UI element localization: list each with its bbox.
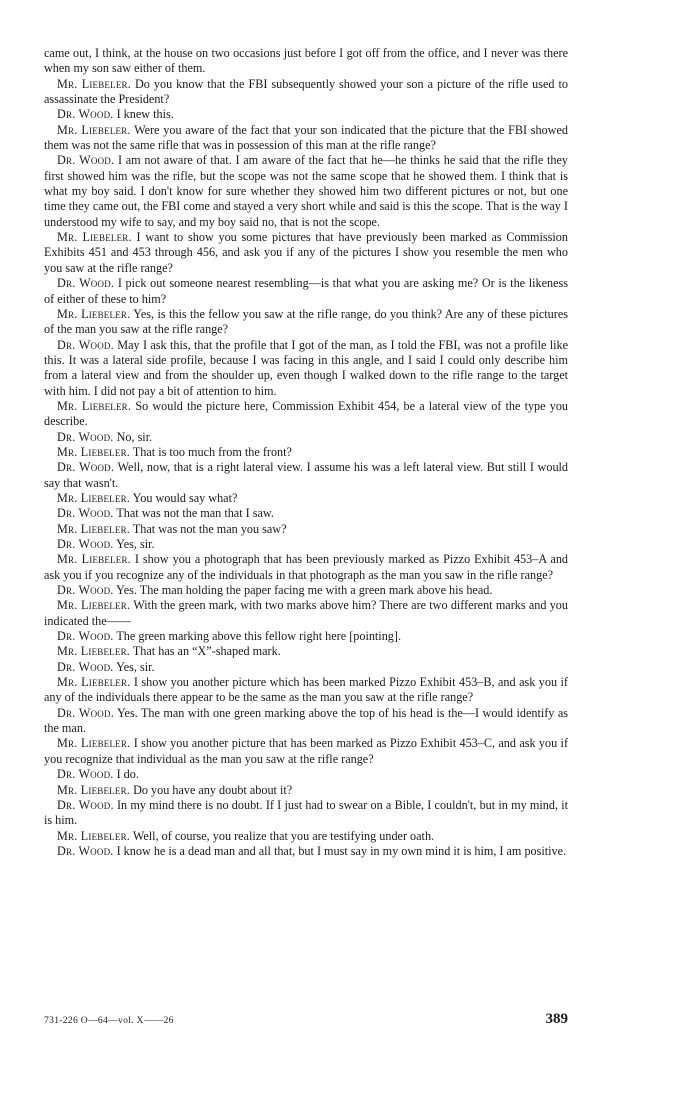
spoken-text: I knew this. <box>116 107 174 122</box>
spoken-text: That is too much from the front? <box>132 444 292 459</box>
spoken-text: May I ask this, that the profile that I got of the man, as I told the FBI, was not a profile like this. It was a lateral side profile, because I was facing in this angle, and I said I could only describe him from a lateral view and from the shoulder up, even though I walked down to the rifle range to the target with him. I did not pay a bit of attention to him. <box>44 337 569 398</box>
speaker-name: Dr. Wood. <box>57 429 114 444</box>
speaker-name: Dr. Wood. <box>57 337 114 352</box>
testimony-paragraph <box>44 338 568 399</box>
testimony-paragraph <box>44 798 568 829</box>
testimony-paragraph <box>44 153 568 230</box>
spoken-text: Yes, sir. <box>116 659 155 674</box>
speaker-name: Mr. Liebeler. <box>57 552 131 567</box>
testimony-paragraph <box>44 736 568 767</box>
spoken-text: The green marking above this fellow right here [pointing]. <box>116 629 401 644</box>
speaker-name: Mr. Liebeler. <box>57 675 131 690</box>
page-footer <box>44 1012 568 1028</box>
testimony-paragraph <box>44 77 568 108</box>
speaker-name: Dr. Wood. <box>57 460 115 475</box>
testimony-paragraph <box>44 583 568 598</box>
testimony-paragraph <box>44 844 568 859</box>
spoken-text: I know he is a dead man and all that, but I must say in my own mind it is him, I am positive. <box>116 843 567 858</box>
spoken-text: I show you another picture that has been marked as Pizzo Exhibit 453–C, and ask you if you recognize that individual as the man you saw at the rifle range? <box>44 736 569 766</box>
testimony-paragraph <box>44 598 568 629</box>
spoken-text: Yes. The man with one green marking above the top of his head is the—I would identify as the man. <box>44 705 568 736</box>
spoken-text: Yes. The man holding the paper facing me with a green mark above his head. <box>116 583 493 598</box>
speaker-name: Mr. Liebeler. <box>57 521 131 536</box>
testimony-paragraph <box>44 276 568 307</box>
testimony-paragraph <box>44 491 568 506</box>
speaker-name: Mr. Liebeler. <box>57 398 132 413</box>
speaker-name: Dr. Wood. <box>57 629 114 644</box>
speaker-name: Dr. Wood. <box>57 797 114 812</box>
spoken-text: I do. <box>116 767 139 782</box>
spoken-text: I want to show you some pictures that have previously been marked as Commission Exhibits 451 and 453 through 456, and ask you if any of the pictures I show you resemble the men who you saw at the rifle range? <box>44 230 568 275</box>
speaker-name: Mr. Liebeler. <box>57 828 131 843</box>
testimony-paragraph <box>44 644 568 659</box>
speaker-name: Mr. Liebeler. <box>57 490 131 505</box>
testimony-text <box>44 46 568 859</box>
testimony-paragraph <box>44 445 568 460</box>
spoken-text: With the green mark, with two marks above him? There are two different marks and you indicated the—— <box>44 598 568 628</box>
testimony-paragraph <box>44 307 568 338</box>
testimony-paragraph <box>44 506 568 521</box>
testimony-paragraph <box>44 537 568 552</box>
spoken-text: Yes, is this the fellow you saw at the rifle range, do you think? Are any of these pictures of the man you saw at the rifle range? <box>44 306 568 337</box>
testimony-paragraph <box>44 829 568 844</box>
testimony-paragraph <box>44 552 568 583</box>
spoken-text: No, sir. <box>116 429 153 444</box>
spoken-text: I show you a photograph that has been previously marked as Pizzo Exhibit 453–A and ask you if you recognize any of the individuals in that photograph as the man you saw in the rifle range? <box>44 552 569 582</box>
testimony-paragraph <box>44 706 568 737</box>
spoken-text: I pick out someone nearest resembling—is that what you are asking me? Or is the likeness of either of these to him? <box>44 276 568 306</box>
print-code: 731-226 O—64—vol. X——26 <box>44 1015 174 1026</box>
spoken-text: Do you have any doubt about it? <box>133 782 293 797</box>
spoken-text: So would the picture here, Commission Exhibit 454, be a lateral view of the type you describe. <box>44 398 569 429</box>
testimony-paragraph <box>44 629 568 644</box>
speaker-name: Dr. Wood. <box>57 153 115 168</box>
spoken-text: You would say what? <box>132 490 238 505</box>
spoken-text: Yes, sir. <box>116 537 155 551</box>
spoken-text: I show you another picture which has been marked Pizzo Exhibit 453–B, and ask you if any of the individuals there appear to be the same as the man you saw at the rifle range? <box>44 675 568 705</box>
speaker-name: Dr. Wood. <box>57 583 114 598</box>
speaker-name: Mr. Liebeler. <box>57 444 131 459</box>
testimony-paragraph <box>44 107 568 122</box>
spoken-text: Well, of course, you realize that you are testifying under oath. <box>132 828 435 843</box>
testimony-paragraph <box>44 522 568 537</box>
testimony-paragraph <box>44 46 568 77</box>
speaker-name: Dr. Wood. <box>57 107 114 122</box>
speaker-name: Dr. Wood. <box>57 843 114 858</box>
speaker-name: Dr. Wood. <box>57 767 114 782</box>
speaker-name: Mr. Liebeler. <box>57 782 131 797</box>
spoken-text: Do you know that the FBI subsequently showed your son a picture of the rifle used to assassinate the President? <box>44 76 568 107</box>
speaker-name: Dr. Wood. <box>57 537 114 551</box>
speaker-name: Mr. Liebeler. <box>57 306 131 321</box>
spoken-text: That was not the man that I saw. <box>116 506 274 521</box>
speaker-name: Dr. Wood. <box>57 705 114 720</box>
speaker-name: Mr. Liebeler. <box>57 76 131 91</box>
testimony-paragraph <box>44 767 568 782</box>
testimony-paragraph <box>44 660 568 675</box>
testimony-paragraph <box>44 123 568 154</box>
testimony-paragraph <box>44 230 568 276</box>
spoken-text: I am not aware of that. I am aware of the fact that he—he thinks he said that the rifle they first showed him was the rifle, but the scope was not the same scope that he showed them. I think that is what my boy said. I don't know for sure whether they showed him two different pictures or not, but one time they came out, the FBI come and stayed a very short while and said is this the scope. That is the way I understood my wife to say, and my boy said no, that is not the scope. <box>44 153 568 229</box>
speaker-name: Dr. Wood. <box>57 276 115 291</box>
page-number: 389 <box>545 1011 568 1027</box>
testimony-paragraph <box>44 460 568 491</box>
speaker-name: Mr. Liebeler. <box>57 644 131 659</box>
spoken-text: Well, now, that is a right lateral view. I assume his was a left lateral view. But still I would say that wasn't. <box>44 460 569 490</box>
speaker-name: Mr. Liebeler. <box>57 598 131 613</box>
speaker-name: Dr. Wood. <box>57 506 114 521</box>
speaker-name: Mr. Liebeler. <box>57 230 132 245</box>
testimony-paragraph <box>44 399 568 430</box>
spoken-text: came out, I think, at the house on two occasions just before I got off from the office, and I never was there when my son saw either of them. <box>44 46 568 76</box>
testimony-paragraph <box>44 675 568 706</box>
spoken-text: That has an “X”-shaped mark. <box>132 644 281 659</box>
testimony-paragraph <box>44 783 568 798</box>
speaker-name: Mr. Liebeler. <box>57 736 131 751</box>
testimony-paragraph <box>44 430 568 445</box>
spoken-text: In my mind there is no doubt. If I just had to swear on a Bible, I couldn't, but in my mind, it is him. <box>44 797 569 828</box>
speaker-name: Dr. Wood. <box>57 659 114 674</box>
spoken-text: Were you aware of the fact that your son indicated that the picture that the FBI showed them was not the same rifle that was in possession of this man at the rifle range? <box>44 122 568 153</box>
spoken-text: That was not the man you saw? <box>132 521 287 536</box>
speaker-name: Mr. Liebeler. <box>57 122 131 137</box>
